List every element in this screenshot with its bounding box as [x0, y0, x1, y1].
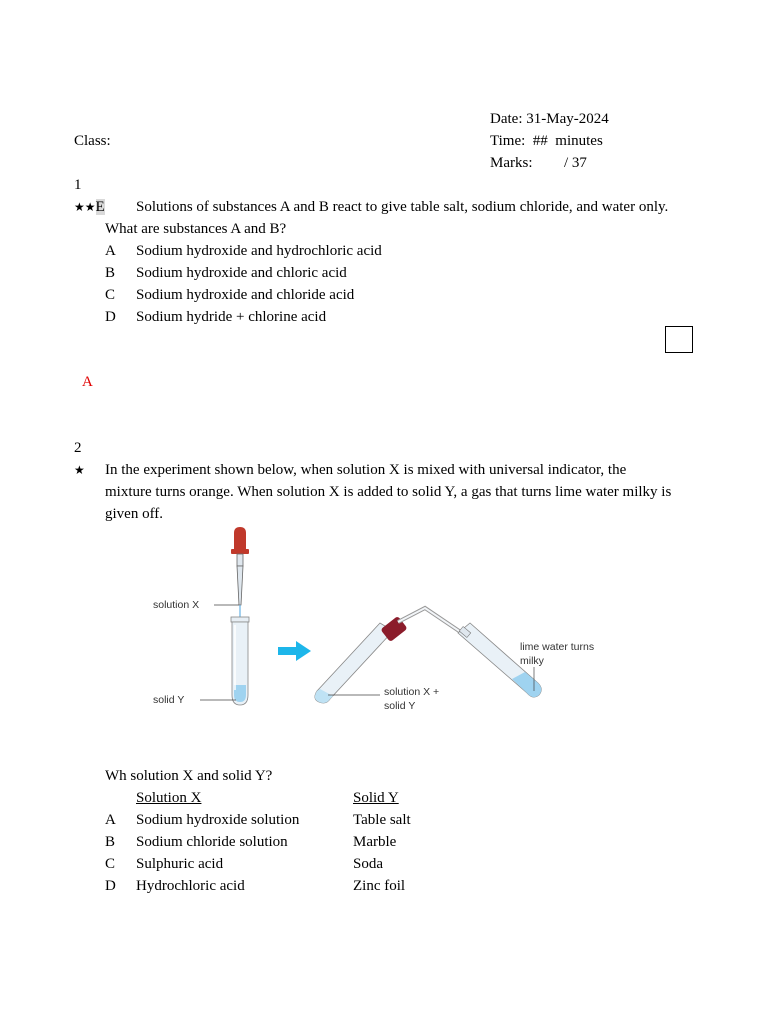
- q2-option-x: Sodium chloride solution: [136, 834, 288, 850]
- time-field: [490, 132, 603, 150]
- q2-stem-line: given off.: [105, 506, 164, 522]
- q1-option-text: Sodium hydroxide and chloride acid: [136, 287, 355, 303]
- q1-option-text: Sodium hydride + chlorine acid: [136, 309, 327, 325]
- q1-answer: A: [82, 374, 93, 390]
- star-icon: ★: [74, 463, 85, 477]
- q1-number: 1: [74, 177, 82, 193]
- time-label: Time:: [490, 133, 526, 149]
- difficulty-badge: E: [95, 199, 105, 215]
- q1-option-letter: C: [105, 287, 116, 303]
- label-mix-line1: solution X +: [384, 686, 440, 698]
- col-header-solution-x: Solution X: [136, 790, 202, 806]
- q1-option-letter: A: [105, 243, 116, 259]
- time-unit: minutes: [555, 133, 603, 149]
- label-solid-y: solid Y: [153, 694, 185, 706]
- q1-option-letter: D: [105, 309, 116, 325]
- answer-box[interactable]: [665, 326, 693, 353]
- q2-option-x: Sulphuric acid: [136, 856, 224, 872]
- q2-option-x: Sodium hydroxide solution: [136, 812, 300, 828]
- q2-option-y: Marble: [353, 834, 397, 850]
- col-header-solid-y: Solid Y: [353, 790, 399, 806]
- time-value: ##: [532, 133, 548, 149]
- class-label: Class:: [74, 133, 111, 149]
- q1-option-text: Sodium hydroxide and hydrochloric acid: [136, 243, 382, 259]
- q1-option-letter: B: [105, 265, 116, 281]
- marks-value: / 37: [564, 155, 587, 171]
- date-text: Date: 31-May-2024: [490, 111, 609, 127]
- q1-stem: Solutions of substances A and B react to give table salt, sodium chloride, and water only.: [136, 199, 669, 215]
- label-solution-x: solution X: [153, 599, 200, 611]
- test-tube-icon: [231, 617, 249, 705]
- q2-option-letter: D: [105, 878, 116, 894]
- q2-stem-line: mixture turns orange. When solution X is added to solid Y, a gas that turns lime water milky is: [105, 484, 672, 500]
- q1-question: What are substances A and B?: [105, 221, 287, 237]
- q2-option-x: Hydrochloric acid: [136, 878, 245, 894]
- q2-option-y: Zinc foil: [353, 878, 406, 894]
- label-lime-line2: milky: [520, 655, 544, 667]
- q2-option-letter: C: [105, 856, 116, 872]
- q2-option-letter: B: [105, 834, 116, 850]
- label-mix-line2: solid Y: [384, 700, 416, 712]
- q2-option-y: Soda: [353, 856, 383, 872]
- q2-option-letter: A: [105, 812, 116, 828]
- arrow-right-icon: [278, 641, 311, 661]
- q2-number: 2: [74, 440, 82, 456]
- q2-question: Wh solution X and solid Y?: [105, 768, 273, 784]
- q2-stem-line: In the experiment shown below, when solution X is mixed with universal indicator, the: [105, 462, 627, 478]
- q1-option-text: Sodium hydroxide and chloric acid: [136, 265, 347, 281]
- dropper-icon: [231, 527, 249, 617]
- marks-label: Marks:: [490, 155, 533, 171]
- q1-difficulty: [74, 198, 105, 216]
- star-icon: ★★: [74, 200, 96, 214]
- experiment-diagram: [140, 525, 620, 720]
- label-lime-line1: lime water turns: [520, 641, 595, 653]
- q2-option-y: Table salt: [353, 812, 411, 828]
